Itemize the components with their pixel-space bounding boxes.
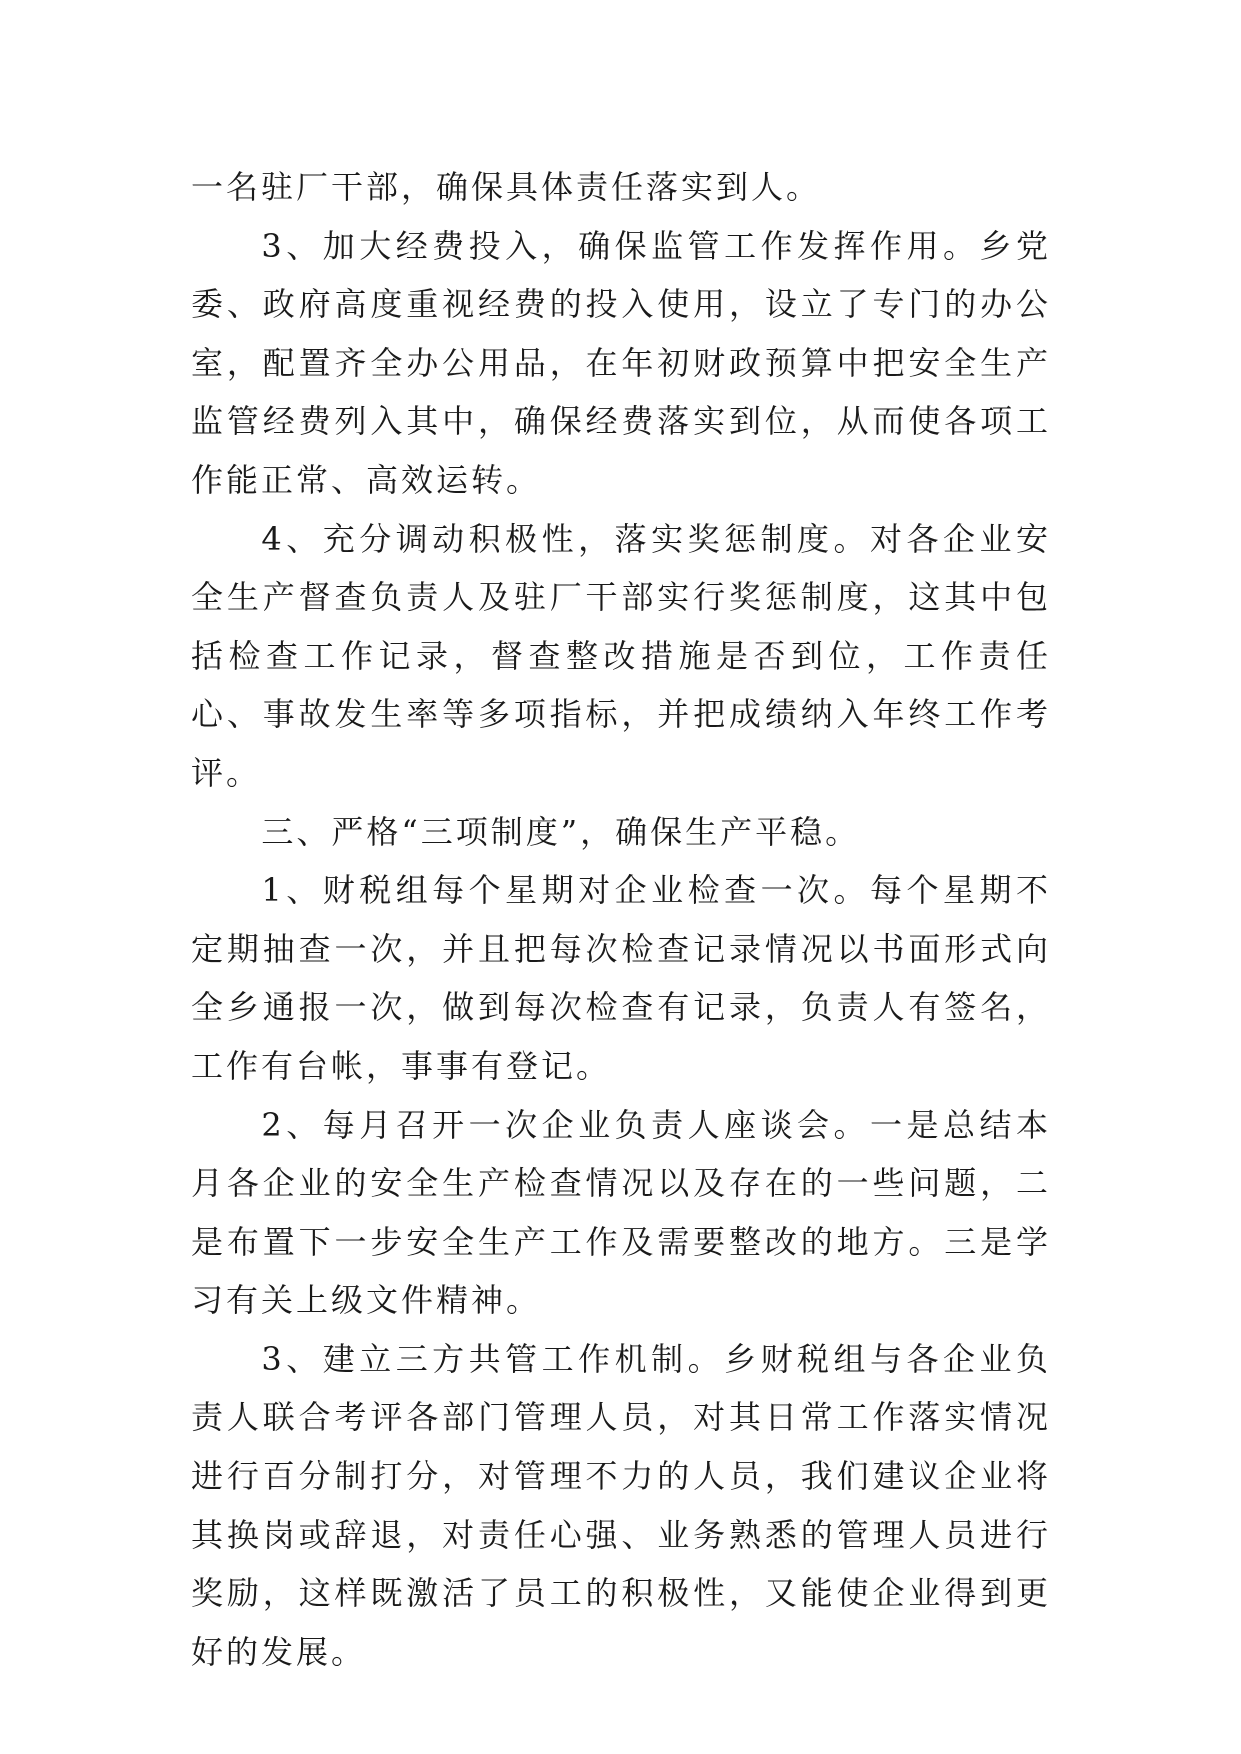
paragraph-incentives: 4、充分调动积极性，落实奖惩制度。对各企业安全生产督查负责人及驻厂干部实行奖惩制度，这其中包括检查工作记录，督查整改措施是否到位，工作责任心、事故发生率等多项指标，并把成绩纳入年终工作考评。 [191, 519, 1051, 792]
paragraph-joint-management: 3、建立三方共管工作机制。乡财税组与各企业负责人联合考评各部门管理人员，对其日常工作落实情况进行百分制打分，对管理不力的人员，我们建议企业将其换岗或辞退，对责任心强、业务熟悉的管理人员进行奖励，这样既激活了员工的积极性，又能使企业得到更好的发展。 [191, 1339, 1051, 1671]
paragraph-continuation: 一名驻厂干部，确保具体责任落实到人。 [191, 168, 822, 206]
section-heading-three-systems: 三、严格“三项制度”，确保生产平稳。 [261, 812, 861, 851]
document-body [191, 158, 1051, 1681]
paragraph-weekly-inspection: 1、财税组每个星期对企业检查一次。每个星期不定期抽查一次，并且把每次检查记录情况以书面形式向全乡通报一次，做到每次检查有记录，负责人有签名，工作有台帐，事事有登记。 [191, 871, 1051, 1085]
paragraph-funding: 3、加大经费投入，确保监管工作发挥作用。乡党委、政府高度重视经费的投入使用，设立了专门的办公室，配置齐全办公用品，在年初财政预算中把安全生产监管经费列入其中，确保经费落实到位，从而使各项工作能正常、高效运转。 [191, 226, 1051, 499]
paragraph-monthly-meeting: 2、每月召开一次企业负责人座谈会。一是总结本月各企业的安全生产检查情况以及存在的一些问题，二是布置下一步安全生产工作及需要整改的地方。三是学习有关上级文件精神。 [191, 1105, 1051, 1320]
